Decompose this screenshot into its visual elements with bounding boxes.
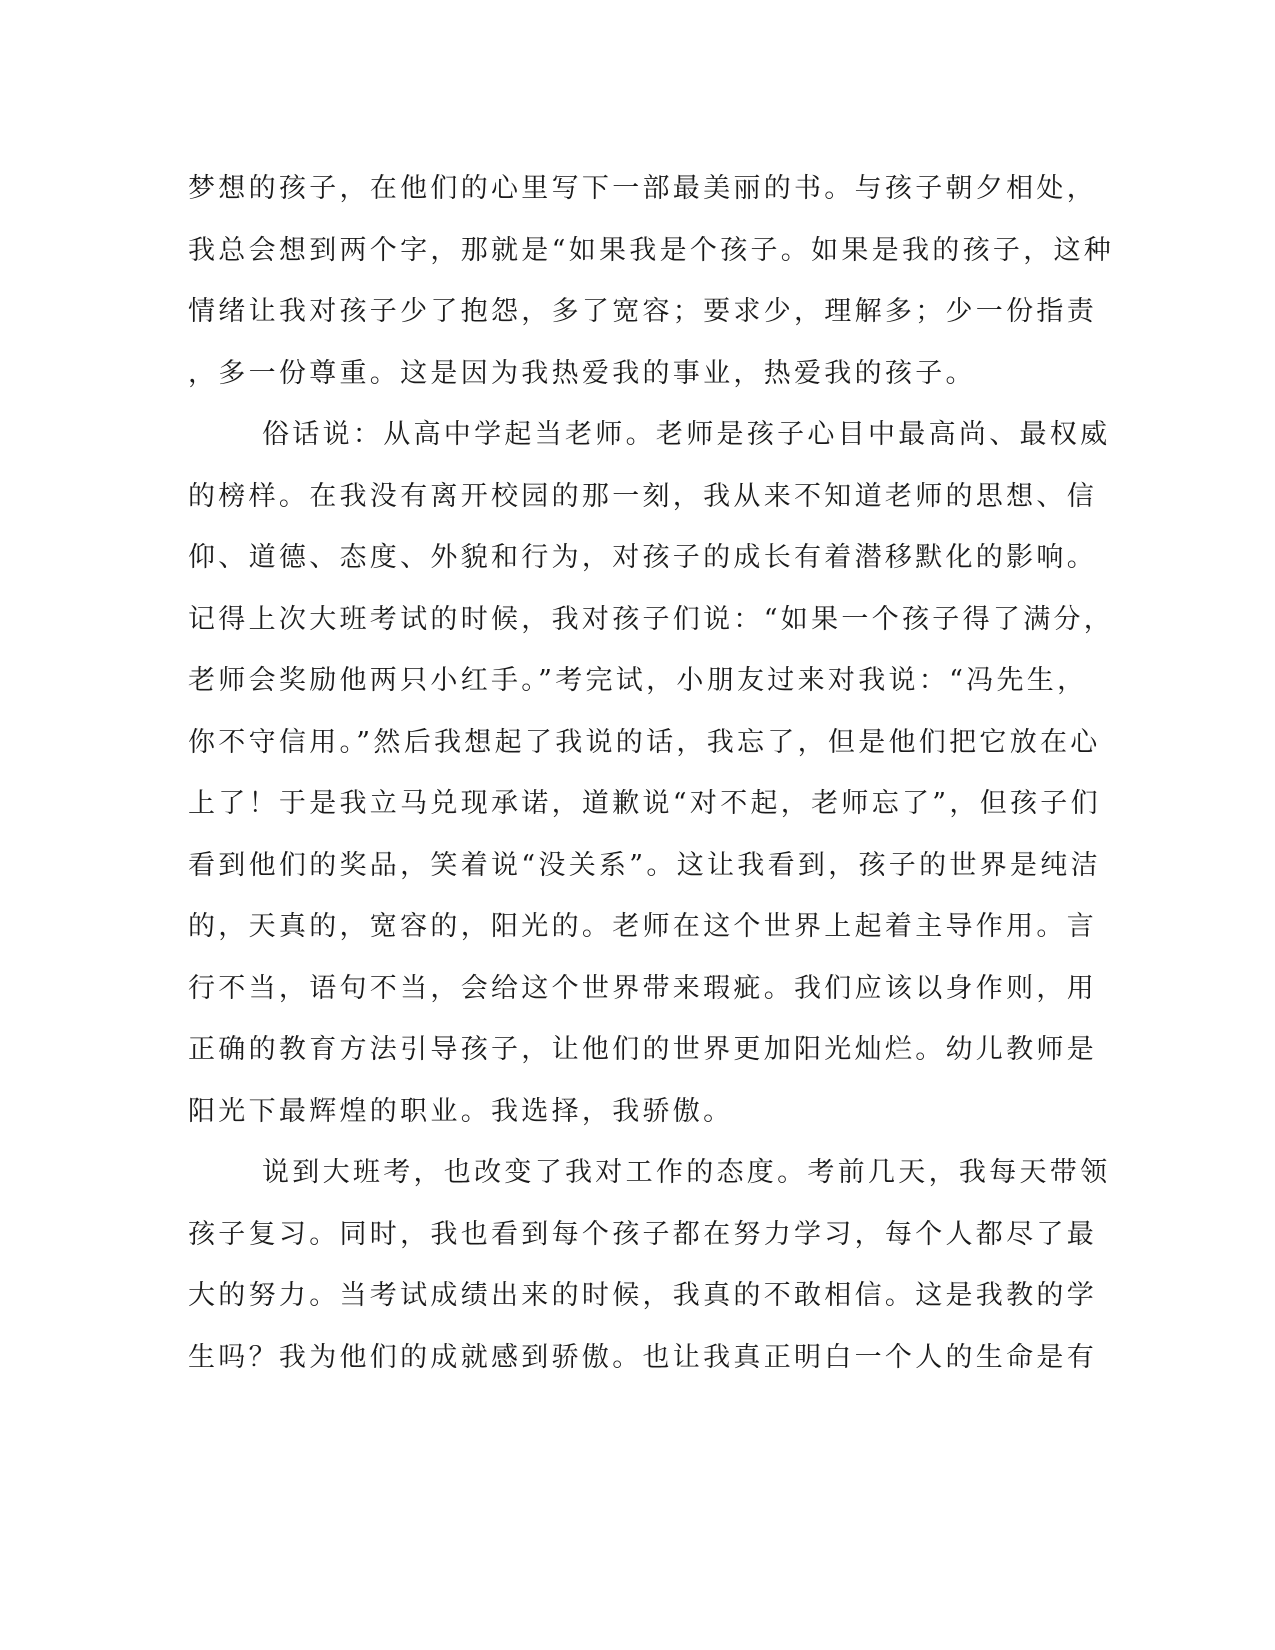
text-line: 生吗？我为他们的成就感到骄傲。也让我真正明白一个人的生命是有 bbox=[188, 1341, 1097, 1373]
text-line: 仰、道德、态度、外貌和行为，对孩子的成长有着潜移默化的影响。 bbox=[188, 542, 1097, 573]
text-line: 正确的教育方法引导孩子，让他们的世界更加阳光灿烂。幼儿教师是 bbox=[188, 1034, 1097, 1065]
body-text bbox=[188, 158, 1115, 1388]
paragraph-3 bbox=[188, 1142, 1111, 1388]
text-line: 你不守信用。”然后我想起了我说的话，我忘了，但是他们把它放在心 bbox=[188, 726, 1101, 758]
text-line: 孩子复习。同时，我也看到每个孩子都在努力学习，每个人都尽了最 bbox=[188, 1218, 1097, 1250]
text-line: 阳光下最辉煌的职业。我选择，我骄傲。 bbox=[188, 1095, 734, 1127]
text-line: 老师会奖励他两只小红手。”考完试，小朋友过来对我说：“冯先生， bbox=[188, 665, 1088, 696]
text-line: 行不当，语句不当，会给这个世界带来瑕疵。我们应该以身作则，用 bbox=[188, 972, 1097, 1004]
text-line: 上了！于是我立马兑现承诺，道歉说“对不起，老师忘了”，但孩子们 bbox=[188, 788, 1101, 819]
text-line: 俗话说：从高中学起当老师。老师是孩子心目中最高尚、最权威 bbox=[262, 419, 1111, 450]
paragraph-1 bbox=[188, 158, 1115, 404]
text-line: 的榜样。在我没有离开校园的那一刻，我从来不知道老师的思想、信 bbox=[188, 480, 1097, 512]
text-line: 情绪让我对孩子少了抱怨，多了宽容；要求少，理解多；少一份指责 bbox=[188, 296, 1097, 327]
text-line: 的，天真的，宽容的，阳光的。老师在这个世界上起着主导作用。言 bbox=[188, 911, 1097, 942]
paragraph-2 bbox=[188, 404, 1115, 1142]
text-line: 记得上次大班考试的时候，我对孩子们说：“如果一个孩子得了满分， bbox=[188, 603, 1115, 635]
text-line: 看到他们的奖品，笑着说“没关系”。这让我看到，孩子的世界是纯洁 bbox=[188, 849, 1101, 881]
text-line: 说到大班考，也改变了我对工作的态度。考前几天，我每天带领 bbox=[262, 1157, 1111, 1188]
text-line: 我总会想到两个字，那就是“如果我是个孩子。如果是我的孩子，这种 bbox=[188, 234, 1115, 266]
text-line: 大的努力。当考试成绩出来的时候，我真的不敢相信。这是我教的学 bbox=[188, 1280, 1097, 1311]
text-line: ，多一份尊重。这是因为我热爱我的事业，热爱我的孩子。 bbox=[188, 357, 976, 389]
text-line: 梦想的孩子，在他们的心里写下一部最美丽的书。与孩子朝夕相处， bbox=[188, 173, 1097, 204]
